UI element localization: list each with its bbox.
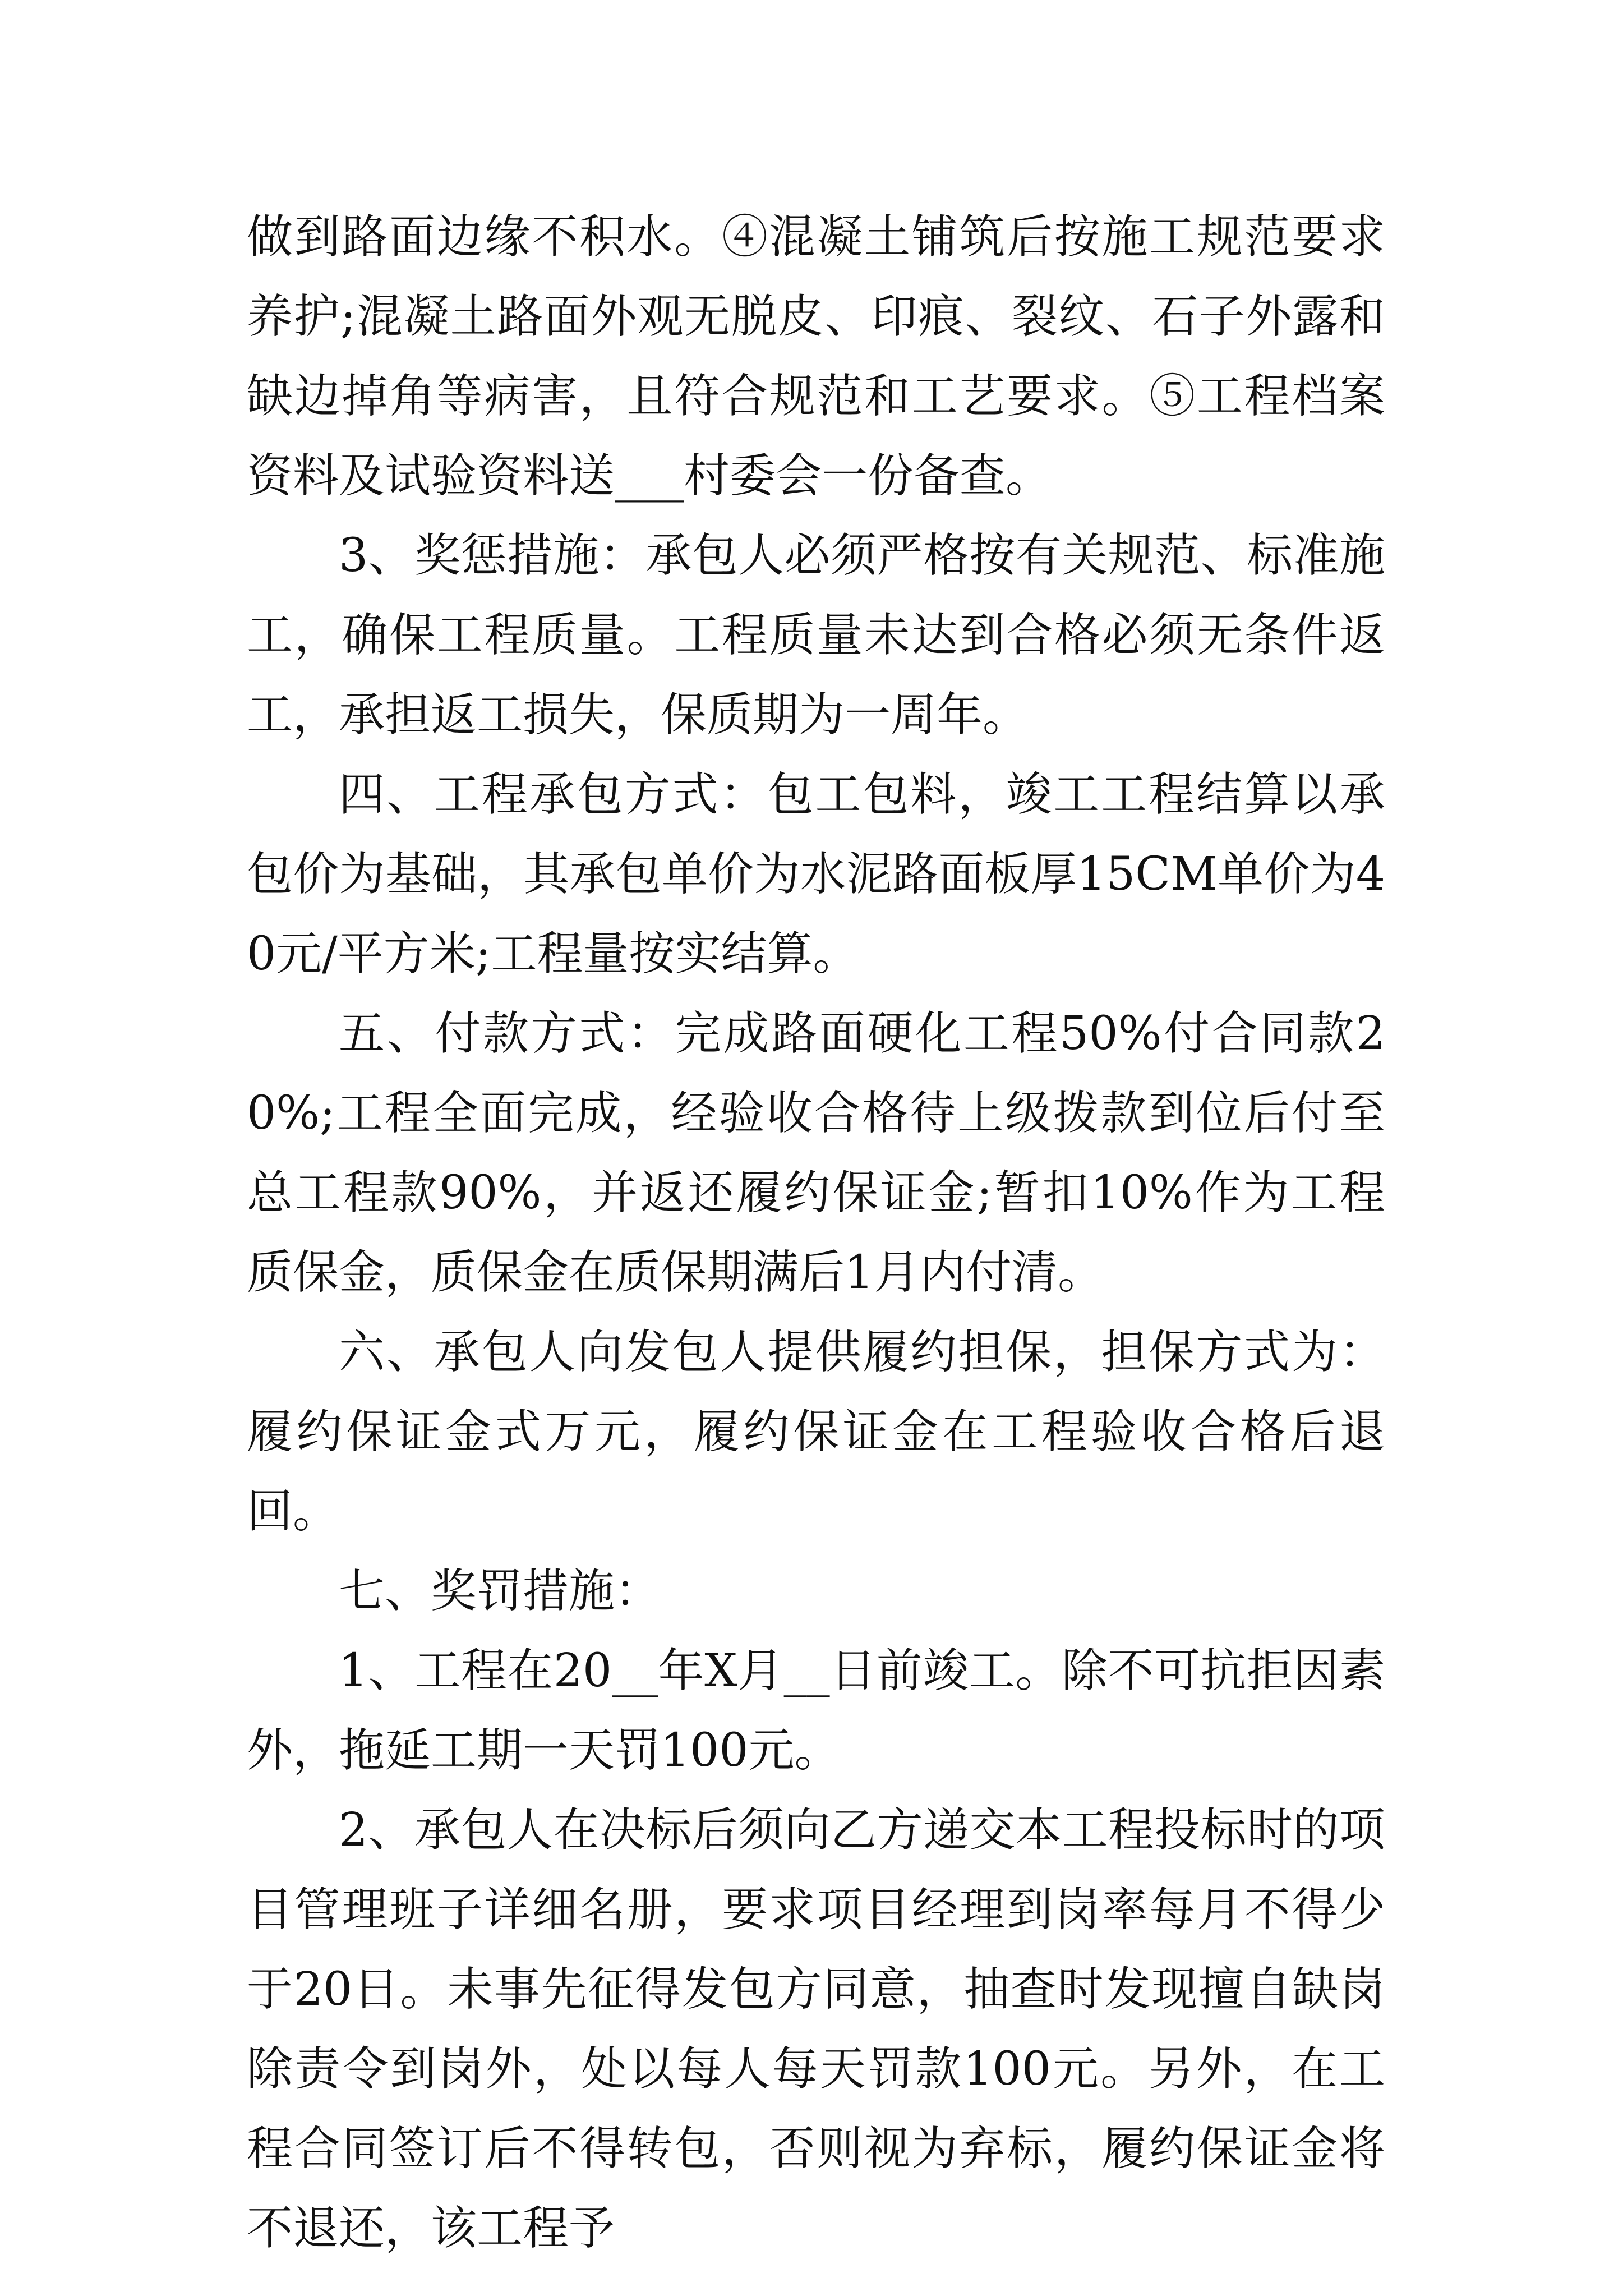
document-body bbox=[247, 197, 1385, 2269]
paragraph-completion-deadline: 1、工程在20__年X月__日前竣工。除不可抗拒因素外，拖延工期一天罚100元。 bbox=[247, 1644, 1385, 1777]
paragraph-reward-penalty-quality: 3、奖惩措施：承包人必须严格按有关规范、标准施工，确保工程质量。工程质量未达到合格必须无条件返工，承担返工损失，保质期为一周年。 bbox=[247, 529, 1385, 742]
paragraph-quality-requirements: 做到路面边缘不积水。④混凝土铺筑后按施工规范要求养护;混凝土路面外观无脱皮、印痕、裂纹、石子外露和缺边掉角等病害，且符合规范和工艺要求。⑤工程档案资料及试验资料送___村委会一份备查。 bbox=[247, 210, 1385, 503]
paragraph-reward-penalty-heading: 七、奖罚措施： bbox=[339, 1565, 661, 1618]
paragraph-payment-method: 五、付款方式：完成路面硬化工程50%付合同款20%;工程全面完成，经验收合格待上级拨款到位后付至总工程款90%，并返还履约保证金;暂扣10%作为工程质保金，质保金在质保期满后1月内付清。 bbox=[247, 1007, 1385, 1299]
paragraph-performance-guarantee: 六、承包人向发包人提供履约担保，担保方式为：履约保证金式万元，履约保证金在工程验收合格后退回。 bbox=[247, 1326, 1385, 1538]
paragraph-contract-method: 四、工程承包方式：包工包料，竣工工程结算以承包价为基础，其承包单价为水泥路面板厚15CM单价为40元/平方米;工程量按实结算。 bbox=[247, 768, 1385, 981]
paragraph-project-team: 2、承包人在决标后须向乙方递交本工程投标时的项目管理班子详细名册，要求项目经理到岗率每月不得少于20日。未事先征得发包方同意，抽查时发现擅自缺岗除责令到岗外，处以每人每天罚款100元。另外，在工程合同签订后不得转包，否则视为弃标，履约保证金将不退还，该工程予 bbox=[247, 1803, 1385, 2255]
